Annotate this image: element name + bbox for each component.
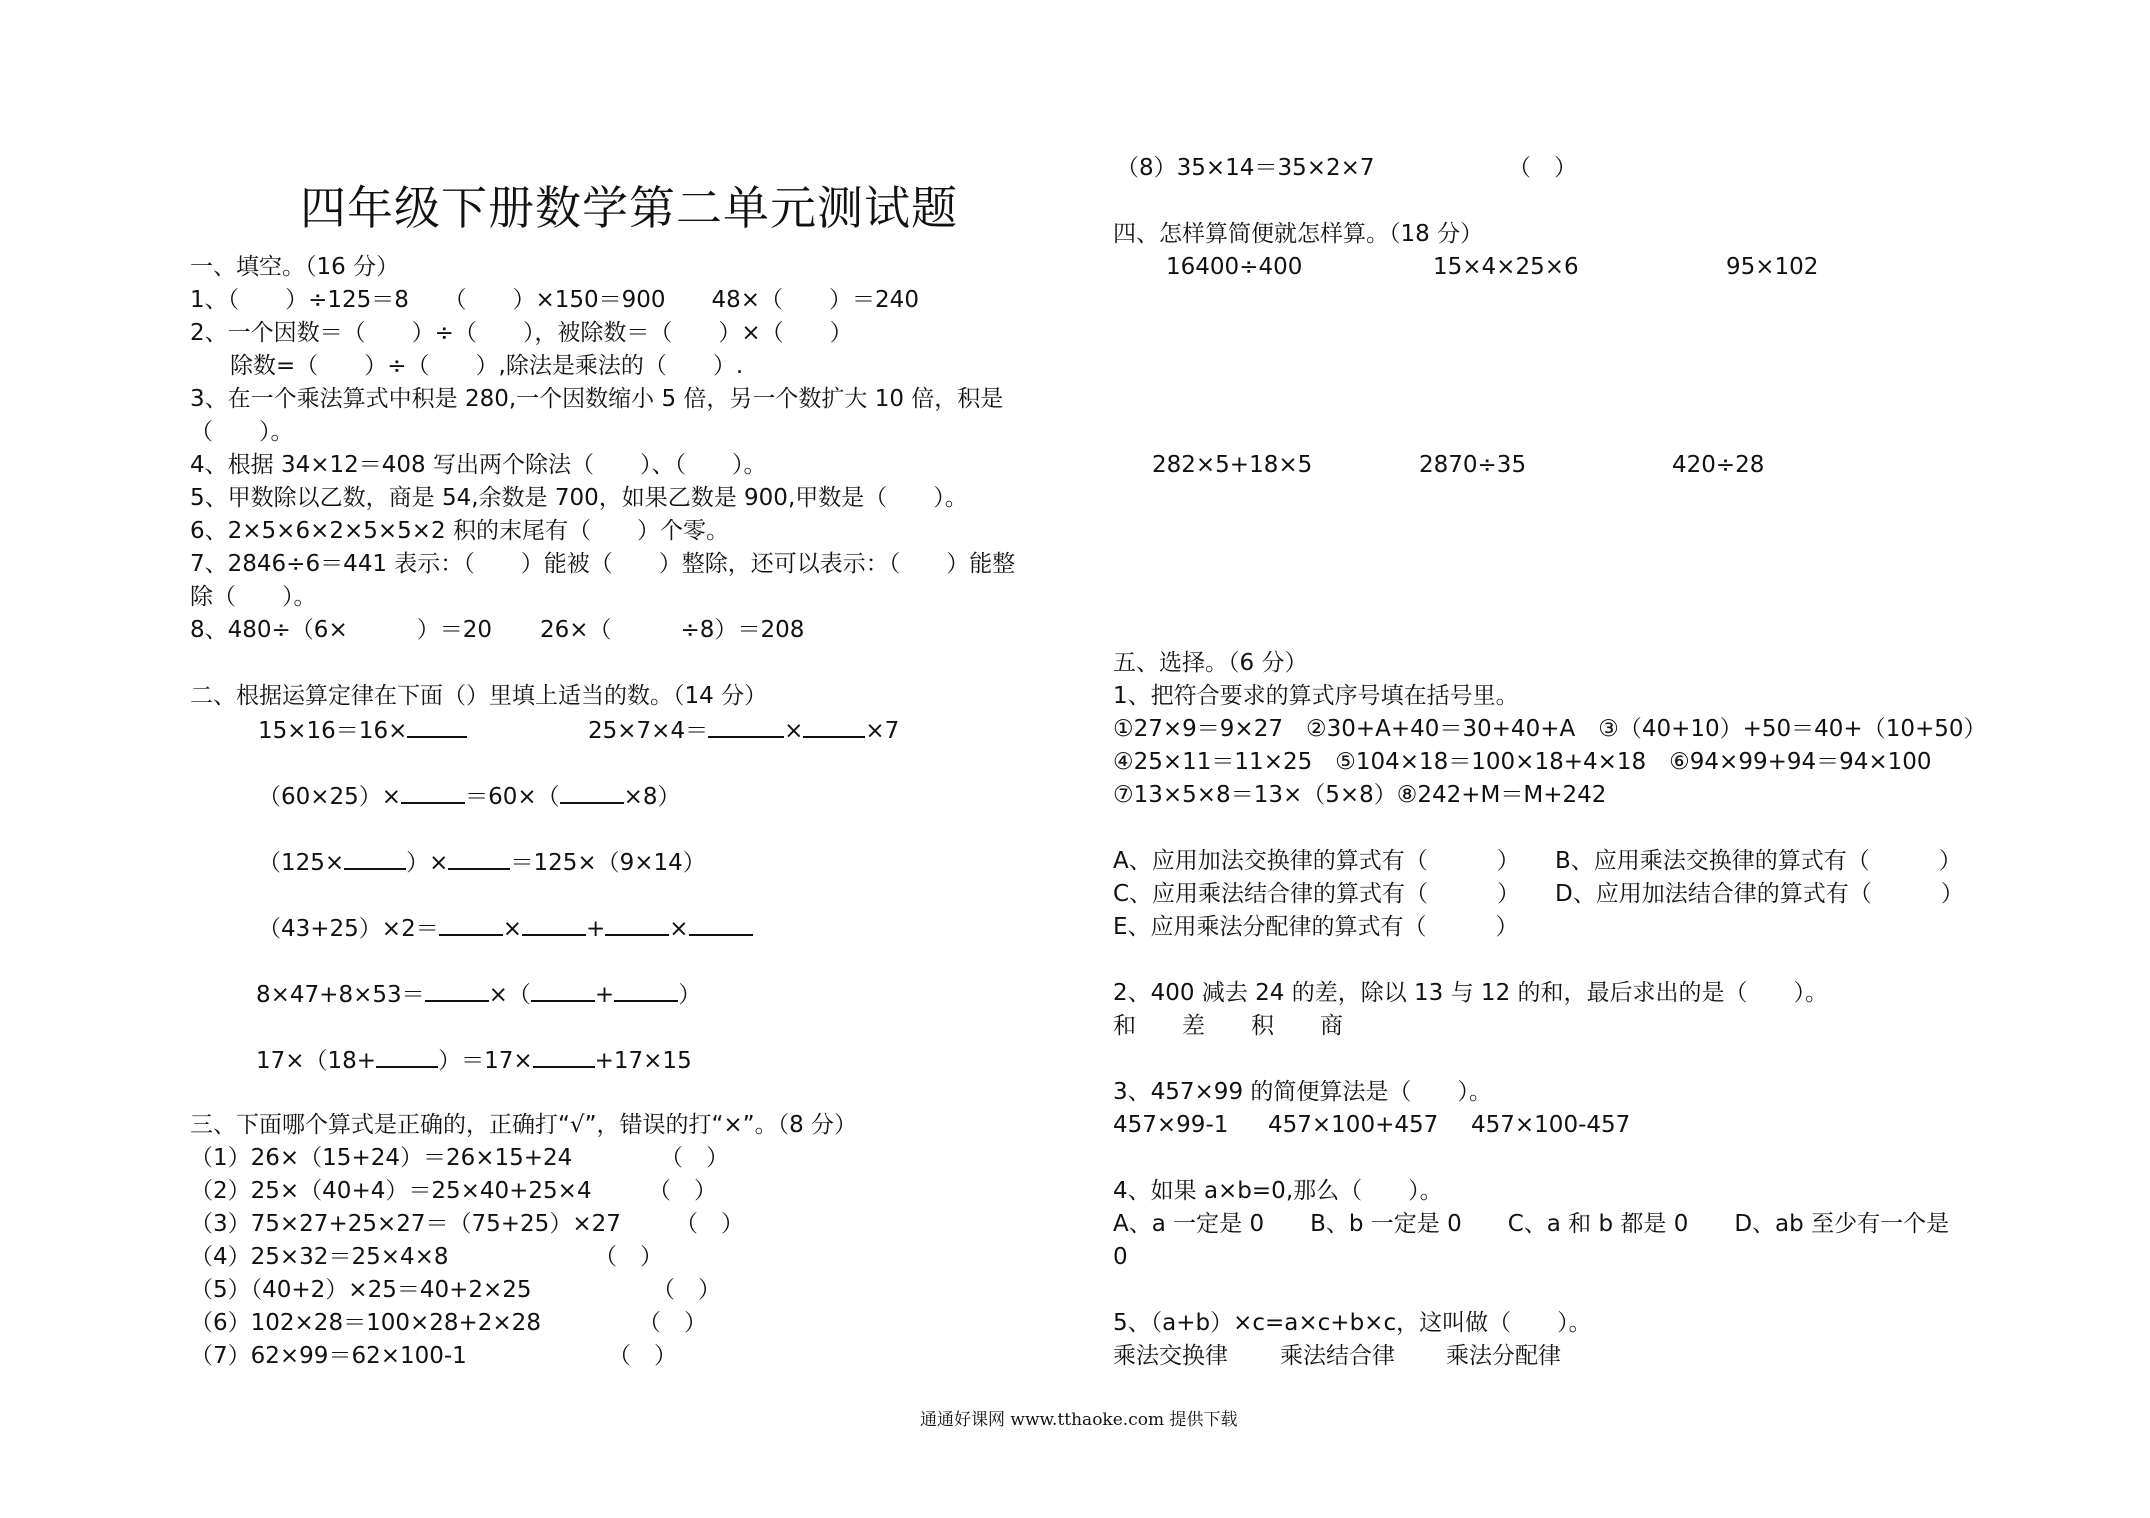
- answer-blank: [376, 1044, 438, 1068]
- calc-2: 15×4×25×6: [1433, 254, 1579, 280]
- question-1-7b: 除（ ）。: [190, 584, 317, 610]
- judge-paren-6: （ ）: [638, 1310, 707, 1336]
- choice-question-3-option-2: 457×100+457: [1268, 1112, 1439, 1138]
- choice-question-2-options: 和 差 积 商: [1113, 1013, 1343, 1039]
- answer-blank: [448, 846, 510, 870]
- choice-question-3-option-1: 457×99-1: [1113, 1112, 1229, 1138]
- question-1-4: 4、根据 34×12＝408 写出两个除法（ ）、（ ）。: [190, 452, 767, 478]
- judge-paren-3: （ ）: [675, 1211, 744, 1237]
- section-2-heading: 二、根据运算定律在下面（）里填上适当的数。（14 分）: [190, 683, 768, 709]
- law-row-1b: [588, 714, 899, 746]
- choice-question-5-option-3: 乘法分配律: [1446, 1343, 1561, 1369]
- answer-blank: [425, 978, 489, 1002]
- question-1-3b: （ ）。: [190, 419, 294, 445]
- choice-question-5-option-2: 乘法结合律: [1280, 1343, 1395, 1369]
- judge-item-1: （1）26×（15+24）＝26×15+24: [190, 1145, 573, 1171]
- section-5-heading: 五、选择。（6 分）: [1113, 650, 1308, 676]
- law-expression: ）＝17×: [438, 1048, 533, 1074]
- section-1-heading: 一、填空。（16 分）: [190, 254, 400, 280]
- judge-paren-7: （ ）: [608, 1343, 677, 1369]
- law-expression: （43+25）×2＝: [258, 916, 439, 942]
- plus-sign: +: [586, 916, 606, 942]
- law-expression: （60×25）×: [258, 784, 402, 810]
- law-choice-a: A、应用加法交换律的算式有（ ）: [1113, 848, 1520, 874]
- question-1-1: 1、（ ）÷125＝8 （ ）×150＝900 48×（ ）＝240: [190, 287, 919, 313]
- calc-3: 95×102: [1726, 254, 1819, 280]
- law-row-3: [258, 846, 706, 878]
- question-1-2a: 2、一个因数＝（ ）÷（ ），被除数＝（ ）×（ ）: [190, 320, 853, 346]
- answer-blank: [522, 912, 586, 936]
- law-expression: ×8）: [623, 784, 681, 810]
- law-expression: ＝60×（: [465, 784, 560, 810]
- question-1-7a: 7、2846÷6＝441 表示：（ ）能被（ ）整除，还可以表示：（ ）能整: [190, 551, 1016, 577]
- law-expression: ）×: [406, 850, 449, 876]
- choice-question-4-options-tail: 0: [1113, 1244, 1128, 1270]
- choice-question-5: 5、（a+b）×c=a×c+b×c，这叫做（ ）。: [1113, 1310, 1592, 1336]
- law-choice-d: D、应用加法结合律的算式有（ ）: [1555, 881, 1964, 907]
- question-1-5: 5、甲数除以乙数，商是 54,余数是 700，如果乙数是 900,甲数是（ ）。: [190, 485, 968, 511]
- choice-question-5-option-1: 乘法交换律: [1113, 1343, 1228, 1369]
- answer-blank: [533, 1044, 595, 1068]
- question-1-2b: 除数=（ ）÷（ ）,除法是乘法的（ ）.: [230, 353, 744, 379]
- choice-question-1: 1、把符合要求的算式序号填在括号里。: [1113, 683, 1519, 709]
- answer-blank: [560, 780, 624, 804]
- judge-item-6: （6）102×28＝100×28+2×28: [190, 1310, 541, 1336]
- calc-5: 2870÷35: [1419, 452, 1527, 478]
- footer-credit: 通通好课网 www.tthaoke.com 提供下载: [920, 1410, 1238, 1430]
- plus-sign: +: [594, 982, 615, 1008]
- law-choice-e: E、应用乘法分配律的算式有（ ）: [1113, 914, 1519, 940]
- law-expression: 8×47+8×53＝: [256, 982, 425, 1008]
- law-expression: 25×7×4＝: [588, 718, 709, 744]
- answer-blank: [614, 978, 678, 1002]
- calc-6: 420÷28: [1672, 452, 1765, 478]
- judge-item-2: （2）25×（40+4）＝25×40+25×4: [190, 1178, 592, 1204]
- answer-blank: [401, 780, 465, 804]
- question-1-8a: 8、480÷（6× ）＝20: [190, 617, 492, 643]
- judge-paren-5: （ ）: [652, 1277, 721, 1303]
- judge-item-3: （3）75×27+25×27＝（75+25）×27: [190, 1211, 621, 1237]
- choice-question-4-options: A、a 一定是 0 B、b 一定是 0 C、a 和 b 都是 0 D、ab 至少有一个是: [1113, 1211, 1950, 1237]
- times-sign: ×: [502, 916, 522, 942]
- choice-question-4: 4、如果 a×b=0,那么（ ）。: [1113, 1178, 1443, 1204]
- times-sign: ×: [669, 916, 689, 942]
- law-row-1a: [258, 714, 467, 746]
- law-expression: ＝125×（9×14）: [510, 850, 706, 876]
- judge-paren-8: （ ）: [1508, 155, 1577, 181]
- calc-1: 16400÷400: [1166, 254, 1303, 280]
- judge-item-8: （8）35×14＝35×2×7: [1116, 155, 1375, 181]
- times-sign: ×: [784, 718, 804, 744]
- answer-blank: [407, 714, 467, 738]
- judge-paren-2: （ ）: [648, 1178, 717, 1204]
- law-row-6: [256, 1044, 692, 1076]
- law-expression: ×7: [865, 718, 900, 744]
- choice-question-2: 2、400 减去 24 的差，除以 13 与 12 的和，最后求出的是（ ）。: [1113, 980, 1829, 1006]
- answer-blank: [605, 912, 669, 936]
- law-row-4: [258, 912, 753, 944]
- section-4-heading: 四、怎样算简便就怎样算。（18 分）: [1113, 221, 1484, 247]
- page-title: 四年级下册数学第二单元测试题: [300, 181, 958, 235]
- law-expression: ）: [678, 982, 702, 1008]
- choice-options-3: ⑦13×5×8＝13×（5×8）⑧242+M＝M+242: [1113, 782, 1607, 808]
- law-expression: （125×: [258, 850, 345, 876]
- law-choice-b: B、应用乘法交换律的算式有（ ）: [1555, 848, 1962, 874]
- answer-blank: [689, 912, 753, 936]
- law-choice-c: C、应用乘法结合律的算式有（ ）: [1113, 881, 1521, 907]
- answer-blank: [344, 846, 406, 870]
- law-expression: 15×16＝16×: [258, 718, 408, 744]
- question-1-8b: 26×（ ÷8）＝208: [540, 617, 805, 643]
- law-expression: +17×15: [594, 1048, 692, 1074]
- question-1-6: 6、2×5×6×2×5×5×2 积的末尾有（ ）个零。: [190, 518, 730, 544]
- section-3-heading: 三、下面哪个算式是正确的，正确打“√”，错误的打“×”。（8 分）: [190, 1112, 858, 1138]
- answer-blank: [708, 714, 784, 738]
- law-expression: ×（: [488, 982, 531, 1008]
- judge-item-7: （7）62×99＝62×100-1: [190, 1343, 467, 1369]
- law-row-2: [258, 780, 681, 812]
- choice-options-1: ①27×9＝9×27 ②30+A+40＝30+40+A ③（40+10）+50＝40+（10+50）: [1113, 716, 1987, 742]
- answer-blank: [439, 912, 503, 936]
- question-1-3a: 3、在一个乘法算式中积是 280,一个因数缩小 5 倍，另一个数扩大 10 倍，积是: [190, 386, 1004, 412]
- judge-paren-4: （ ）: [594, 1244, 663, 1270]
- choice-question-3: 3、457×99 的简便算法是（ ）。: [1113, 1079, 1492, 1105]
- answer-blank: [531, 978, 595, 1002]
- judge-paren-1: （ ）: [660, 1145, 729, 1171]
- judge-item-5: （5）（40+2）×25＝40+2×25: [190, 1277, 532, 1303]
- judge-item-4: （4）25×32＝25×4×8: [190, 1244, 449, 1270]
- law-expression: 17×（18+: [256, 1048, 377, 1074]
- answer-blank: [803, 714, 865, 738]
- law-row-5: [256, 978, 701, 1010]
- choice-options-2: ④25×11＝11×25 ⑤104×18＝100×18+4×18 ⑥94×99+94＝94×100: [1113, 749, 1932, 775]
- calc-4: 282×5+18×5: [1152, 452, 1313, 478]
- choice-question-3-option-3: 457×100-457: [1471, 1112, 1631, 1138]
